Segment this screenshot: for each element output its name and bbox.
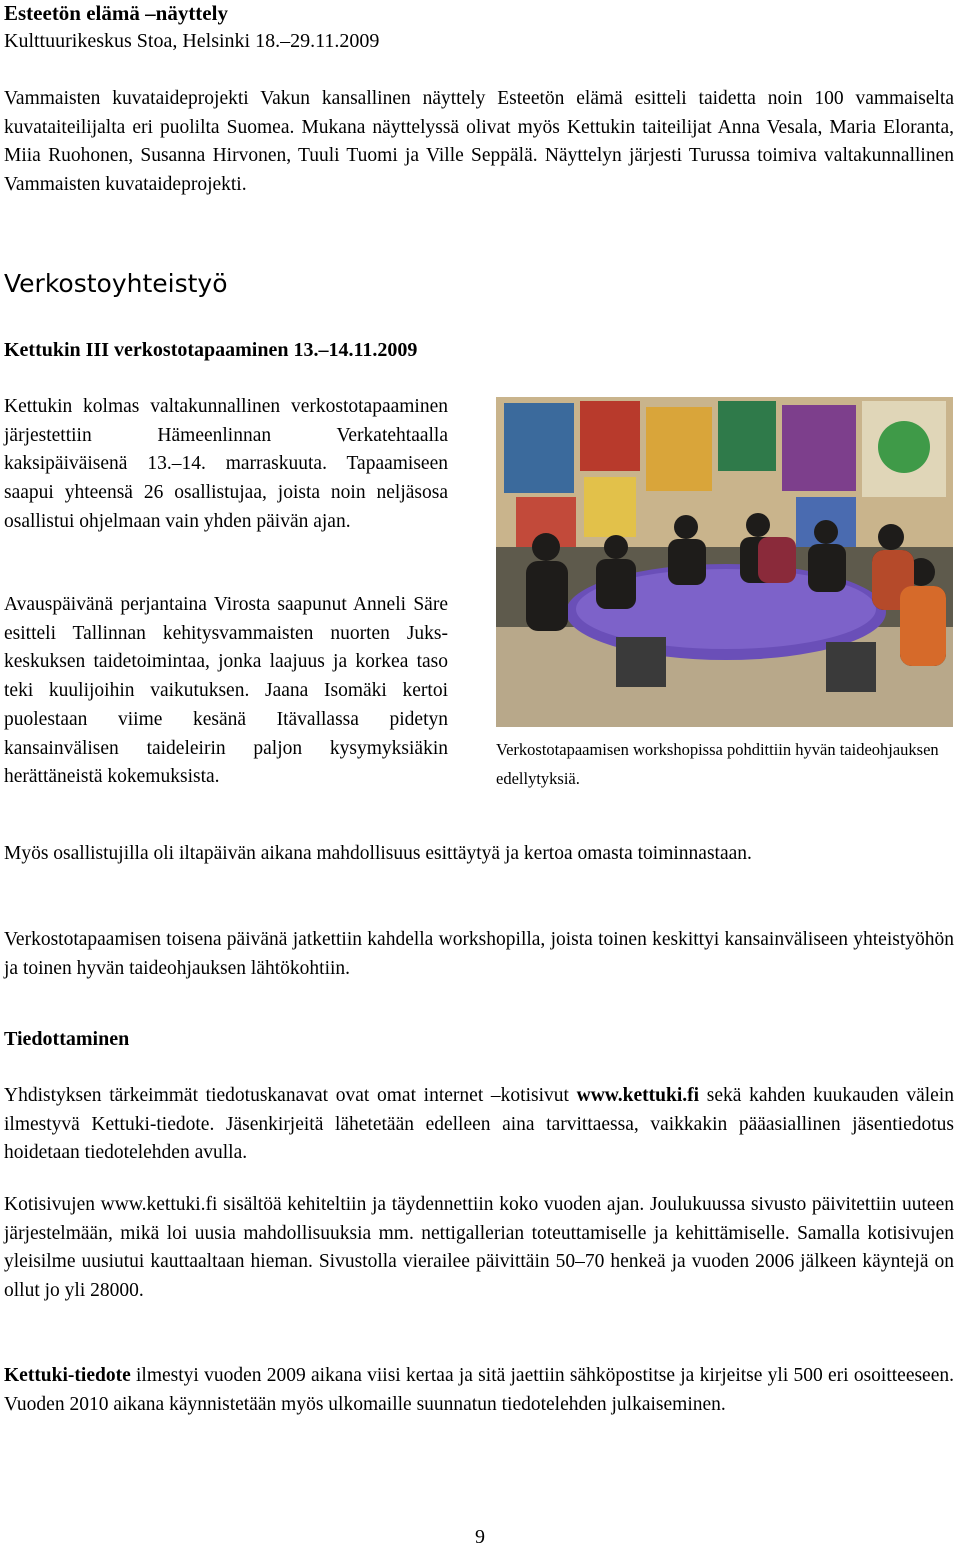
workshop-photo-illustration (496, 397, 953, 727)
newsletter-name: Kettuki-tiedote (4, 1365, 131, 1386)
website-link[interactable]: www.kettuki.fi (576, 1085, 700, 1106)
paragraph-channels (4, 1082, 954, 1168)
channels-text-end: sekä kahden kuukauden välein ilmestyvä Kettuki-tiedote. Jäsenkirjeitä lähetetään edelleen aina tarvittaessa, vaikkakin pääasiallinen jäsentiedotus hoidetaan tiedotelehden avulla. (4, 1085, 954, 1164)
paragraph-self-introductions: Myös osallistujilla oli iltapäivän aikana mahdollisuus esittäytyä ja kertoa omasta toiminnastaan. (4, 843, 752, 864)
meeting-heading: Kettukin III verkostotapaaminen 13.–14.11.2009 (4, 339, 418, 361)
column-paragraph-2: Avauspäivänä perjantaina Virosta saapunut Anneli Säre esitteli Tallinnan kehitysvammaisten nuorten Juks-keskuksen taidetoimintaa, jonka laajuus ja korkea taso teki kuulijoihin vaikutuksen. Jaana Isomäki kertoi puolestaan viime kesänä Itävallassa pidetyn kansainvälisen taideleirin paljon kysymyksiäkin herättäneistä kokemuksista. (4, 594, 448, 788)
photo-caption: Verkostotapaamisen workshopissa pohdittiin hyvän taideohjauksen edellytyksiä. (496, 740, 939, 788)
workshop-photo (496, 397, 953, 727)
intro-paragraph: Vammaisten kuvataideprojekti Vakun kansallinen näyttely Esteetön elämä esitteli taidetta noin 100 vammaiselta kuvataiteilijalta eri puolilta Suomea. Mukana näyttelyssä olivat myös Kettukin taiteilijat Anna Vesala, Maria Eloranta, Miia Ruohonen, Susanna Hirvonen, Tuuli Tuomi ja Ville Seppälä. Näyttelyn järjesti Turussa toimiva valtakunnallinen Vammaisten kuvataideprojekti. (4, 88, 954, 196)
communication-heading: Tiedottaminen (4, 1028, 130, 1050)
newsletter-text: ilmestyi vuoden 2009 aikana viisi kertaa ja sitä jaettiin sähköpostitse ja kirjeitse yli 500 eri osoitteeseen. Vuoden 2010 aikana käynnistetään myös ulkomaille suunnatun tiedotelehden julkaiseminen. (4, 1365, 954, 1415)
text-column-2 (4, 591, 448, 792)
paragraph-newsletter (4, 1362, 954, 1419)
section-heading: Verkostoyhteistyö (4, 269, 228, 298)
column-paragraph-1: Kettukin kolmas valtakunnallinen verkostotapaaminen järjestettiin Hämeenlinnan Verkatehtaalla kaksipäiväisenä 13.–14. marraskuuta. Tapaamiseen saapui yhteensä 26 osallistujaa, joista noin neljäsosa osallistui ohjelmaan vain yhden päivän ajan. (4, 396, 448, 532)
text-column (4, 393, 448, 537)
channels-text-start: Yhdistyksen tärkeimmät tiedotuskanavat ovat omat internet –kotisivut (4, 1085, 577, 1106)
page-subtitle: Kulttuurikeskus Stoa, Helsinki 18.–29.11.2009 (4, 30, 380, 52)
page-title: Esteetön elämä –näyttely (4, 1, 228, 25)
page-number: 9 (475, 1526, 485, 1548)
paragraph-workshops: Verkostotapaamisen toisena päivänä jatkettiin kahdella workshopilla, joista toinen keskittyi kansainväliseen yhteistyöhön ja toinen hyvän taideohjauksen lähtökohtiin. (4, 929, 954, 979)
paragraph-website: Kotisivujen www.kettuki.fi sisältöä kehiteltiin ja täydennettiin koko vuoden ajan. Joulukuussa sivusto päivitettiin uuteen järjestelmään, mikä loi uusia mahdollisuuksia mm. nettigallerian toteuttamiselle ja kehittämiselle. Samalla kotisivujen yleisilme uusiutui kauttaaltaan hieman. Sivustolla vierailee päivittäin 50–70 henkeä ja vuoden 2006 jälkeen käyntejä on ollut jo yli 28000. (4, 1194, 954, 1302)
